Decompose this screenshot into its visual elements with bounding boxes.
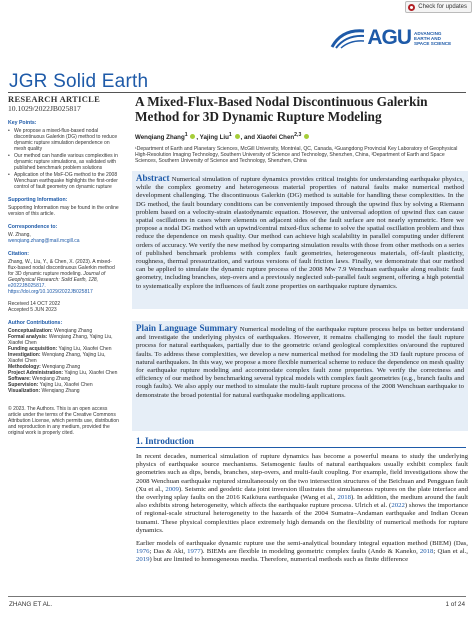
citation-text: Zhang, W., Liu, Y., & Chen, X. (2023). A mixed-flux-based nodal discontinuous Galerkin method for 3D dynamic rupture modeling. Journal of Geophysical Research: Solid Earth, 128, e2022JB025817. https://doi.org/10.1029/2022JB025817 — [8, 259, 115, 295]
body-text: ) but are limited to homogeneous media. Therefore, numerical methods such as finite difference — [149, 556, 409, 564]
plain-language-summary-box — [132, 321, 468, 431]
author-contributions-list — [8, 328, 121, 394]
supporting-info-text: Supporting Information may be found in the online version of this article. — [8, 205, 119, 217]
received-date: Received 14 OCT 2022 — [8, 301, 61, 307]
article-type: RESEARCH ARTICLE — [8, 94, 101, 104]
body-text: In recent decades, numerical simulation of rupture dynamics has become a powerful means to study the underlying physics of earthquake source mechanisms. Seismogenic faults of natural earthquakes usually exhibit complex fault geometries such as dips, bends, branches, step-overs, and multi-fault coupling. For example, field investigations show the 2008 Wenchuan earthquake ruptured simultaneously on the two intersection structures of the Beichuan and Pengguan fault (Xu et al., — [136, 453, 468, 493]
body-text: ). In addition, the medium around the fault also exhibits strong heterogeneity, which affects the earthquake rupture process. Ulrich et al. ( — [136, 494, 468, 510]
contribution-item: Software: Wenqiang Zhang — [8, 376, 71, 382]
introduction-section — [132, 436, 468, 565]
supporting-info-heading: Supporting Information: — [8, 197, 68, 203]
correspondence-block — [8, 232, 121, 244]
citation-link[interactable]: 2018 — [337, 494, 351, 502]
body-text: ; Qian et al., — [433, 548, 468, 556]
footer-divider — [8, 596, 466, 597]
header-divider — [8, 92, 466, 93]
update-icon — [408, 4, 415, 11]
author-affil: 2,3 — [294, 132, 302, 138]
citation-link[interactable]: 2019 — [136, 556, 150, 564]
citation-link[interactable]: 1977 — [187, 548, 201, 556]
agu-wordmark: AGU — [367, 26, 411, 49]
orcid-icon[interactable] — [190, 134, 195, 139]
plain-language-summary — [136, 324, 464, 400]
sidebar — [8, 94, 121, 436]
author-name: Yajing Liu — [199, 134, 229, 142]
footer-authors: ZHANG ET AL. — [9, 601, 53, 608]
orcid-icon[interactable] — [304, 134, 309, 139]
key-point: • Application of the MxF-DG method to the 2008 Wenchuan earthquake highlights the first-order control of fault geometry on dynamic rupture — [8, 172, 121, 190]
contribution-item: Investigation: Wenqiang Zhang, Yajing Liu, Xiaofei Chen — [8, 352, 106, 364]
article-title: A Mixed-Flux-Based Nodal Discontinuous Galerkin Method for 3D Dynamic Rupture Modeling — [135, 94, 428, 124]
correspondence-email[interactable]: wenqiang.zhang@mail.mcgill.ca — [8, 238, 80, 244]
agu-logo — [330, 26, 462, 50]
body-text: ) shows the importance of regional-scale structural heterogeneity to the hazards of the 2004 Sumatra–Andaman earthquake and Indian Ocean tsunami. These physical complexities place extremely high demands on the flexibility of numerical methods for rupture dynamics. — [136, 502, 469, 534]
citation-link[interactable]: 1976 — [136, 548, 150, 556]
abstract-box — [132, 171, 468, 309]
contribution-item: Funding acquisition: Yajing Liu, Xiaofei Chen — [8, 346, 112, 352]
author-list: Wenqiang Zhang$^1$ , Yajing Liu$^1$ , and Xiaofei Chen$^{2,3}$ — [135, 132, 466, 141]
accepted-date: Accepted 5 JUN 2023 — [8, 307, 57, 313]
doi[interactable]: 10.1029/2022JB025817 — [8, 104, 81, 113]
check-for-updates-badge[interactable] — [405, 1, 472, 13]
contribution-item: Project Administration: Yajing Liu, Xiaofei Chen — [8, 370, 118, 376]
key-point: • Our method can handle various complexities in dynamic rupture simulations, as validated with published benchmark problem solutions — [8, 153, 121, 171]
pls-text: Numerical modeling of the earthquake rupture process helps us better understand and investigate the underlying physics of earthquakes. However, it remains challenging to model the fault rupture process for natural earthquakes, partially due to the geometric or/and geological complexities on/around the ruptured faults. To address these complexities, we develop a new numerical method for modeling the 3D fault rupture process of natural earthquakes. In this way, we propose a more flexible numerical scheme to reduce the dependence on mesh quality for earthquake rupture modeling and accommodate complex fault zone properties. We verify the correctness and efficiency of our method by benchmarking several typical models with complex fault geometries (e.g., branch faults and rough faults). We also apply our method to simulate the multi-fault rupture process of the 2008 Wenchuan earthquake to demonstrate the broad potential for natural earthquake modeling applications. — [136, 326, 464, 399]
citation-link[interactable]: 2022 — [391, 502, 405, 510]
contribution-item: Conceptualization: Wenqiang Zhang — [8, 328, 93, 334]
key-points-heading: Key Points: — [8, 120, 37, 126]
intro-paragraph — [132, 540, 468, 565]
contribution-item: Formal analysis: Wenqiang Zhang, Yajing Liu, Xiaofei Chen — [8, 334, 113, 346]
orcid-icon[interactable] — [235, 134, 240, 139]
body-text: ). Seismic and geodetic data joint inversion illustrates the simultaneous ruptures on the plate interface and the overlying splay faults on the 2016 Kaikōura earthquake (Wang et al., — [136, 485, 468, 502]
license-text: © 2023. The Authors. This is an open access article under the terms of the Creative Commons Attribution License, which permits use, distribution and reproduction in any medium, provided the original work is properly cited. — [8, 406, 119, 436]
section-heading: 1. Introduction — [136, 436, 194, 446]
correspondence-heading: Correspondence to: — [8, 224, 58, 230]
section-divider — [136, 447, 466, 448]
contribution-item: Supervision: Yajing Liu, Xiaofei Chen — [8, 382, 93, 388]
agu-globe-icon — [330, 27, 366, 49]
pls-heading: Plain Language Summary — [136, 323, 238, 333]
abstract — [136, 174, 464, 291]
intro-paragraph — [132, 453, 468, 535]
journal-title: JGR Solid Earth — [9, 71, 149, 92]
author-affil: 1 — [184, 132, 188, 138]
correspondence-name: W. Zhang, — [8, 232, 31, 238]
check-for-updates-label: Check for updates — [418, 4, 467, 10]
author-affil: 1 — [228, 132, 232, 138]
citation-link[interactable]: 2009 — [165, 485, 179, 493]
abstract-text: Numerical simulation of rupture dynamics provides critical insights for understanding earthquake physics, while the complex geometry and heterogeneous material properties of natural faults make numerical method development challenging. The discontinuous Galerkin (DG) method is suitable for handling these complexities. In the DG method, the fault boundary conditions can be conveniently imposed through the upwind flux by solving a Riemann problem based on a velocity-strain elastodynamic equation. However, the universal adoption of upwind flux can cause spatial oscillations in cases where elements on adjacent sides of the fault surface are not nearly symmetric. Here we propose a nodal DG method with an upwind/central mixed-flux scheme to solve the spatial oscillation problem and thus reduce the dependence on mesh quality. Our method can achieve high scalability in parallel computing under different orders of accuracy. We verify the new method by comparing simulation results with those from other methods on a series of published benchmark problems with complex fault geometries, heterogeneous materials, off-fault plasticity, roughness, thermal pressurization, and various versions of fault friction laws. Finally, we demonstrate that our method can be applied to simulate the dynamic rupture process of the 2008 Mw 7.9 Wenchuan earthquake along realistic fault geometry, including branches, step-overs and a previously neglected sub-parallel fault segment, offering a high potential to systematically explore the influences of fault zone properties on earthquake rupture dynamics. — [136, 176, 464, 290]
contribution-item: Methodology: Wenqiang Zhang — [8, 364, 81, 370]
contribution-item: Visualization: Wenqiang Zhang — [8, 388, 80, 394]
affiliations: ¹Department of Earth and Planetary Sciences, McGill University, Montréal, QC, Canada, ²Guangdong Provincial Key Laboratory of Geophysical High-Resolution Imaging Technology, Southern University of Science and Technology, Shenzhen, China, ³Department of Earth and Space Sciences, Southern University of Science and Technology, Shenzhen, China — [135, 146, 458, 165]
author-name: and Xiaofei Chen — [243, 134, 295, 142]
author-contributions-heading: Author Contributions: — [8, 320, 63, 326]
body-text: ). BIEMs are flexible in modeling geometric complex faults (Ando & Kaneko, — [200, 548, 420, 556]
body-text: ; Das & Aki, — [149, 548, 188, 556]
citation-link[interactable]: 2018 — [419, 548, 434, 556]
key-point: • We propose a mixed-flux-based nodal discontinuous Galerkin (DG) method to reduce dynamic rupture simulation dependence on mesh quality — [8, 128, 121, 152]
author-name: Wenqiang Zhang — [135, 134, 185, 142]
body-text: Earlier models of earthquake dynamic rupture use the semi-analytical boundary integral equation method (BIEM) (Das, — [136, 540, 468, 548]
abstract-heading: Abstract — [136, 173, 170, 183]
agu-tagline: ADVANCING EARTH AND SPACE SCIENCE — [414, 30, 452, 46]
article-dates — [8, 301, 121, 313]
key-points-list — [8, 128, 121, 190]
main-column — [135, 94, 466, 164]
citation-heading: Citation: — [8, 251, 30, 257]
page-number: 1 of 24 — [445, 601, 465, 608]
